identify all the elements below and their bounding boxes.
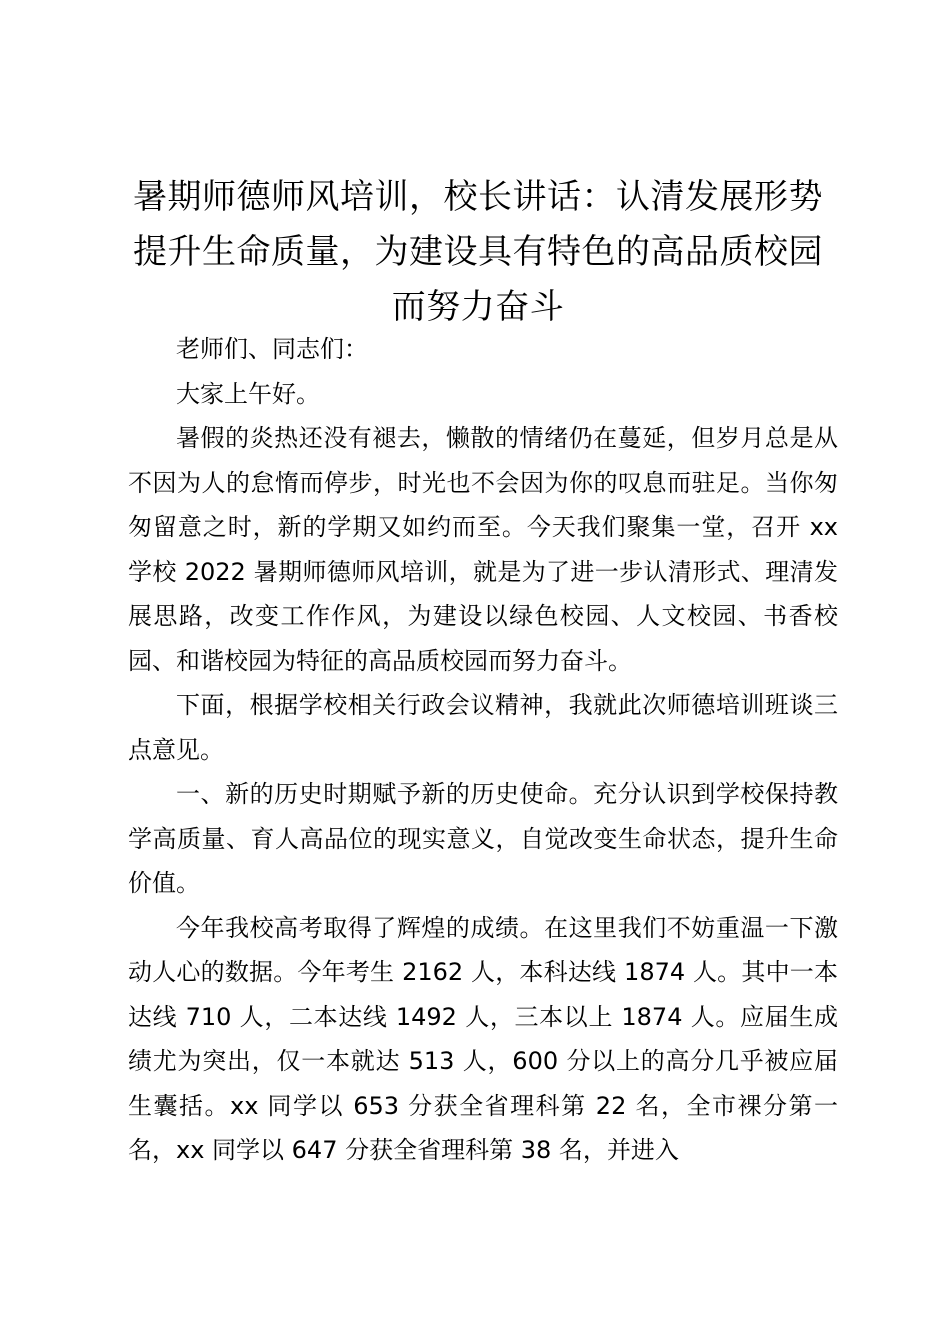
section-one-heading-paragraph: 一、新的历史时期赋予新的历史使命。充分认识到学校保持教学高质量、育人高品位的现实意义，自觉改变生命状态，提升生命价值。 [128, 780, 838, 897]
title-line-3: 而努力奋斗 [391, 287, 565, 327]
document-title [118, 170, 838, 335]
intro-paragraph: 暑假的炎热还没有褪去，懒散的情绪仍在蔓延，但岁月总是从不因为人的怠惰而停步，时光也不会因为你的叹息而驻足。当你匆匆留意之时，新的学期又如约而至。今天我们聚集一堂，召开 xx 学校 2022 暑期师德师风培训，就是为了进一步认清形式、理清发展思路，改变工作作风，为建设以绿色校园、人文校园、书香校园、和谐校园为特征的高品质校园而努力奋斗。 [128, 424, 838, 675]
title-line-2: 提升生命质量，为建设具有特色的高品质校园 [133, 232, 823, 272]
results-paragraph: 今年我校高考取得了辉煌的成绩。在这里我们不妨重温一下激动人心的数据。今年考生 2162 人，本科达线 1874 人。其中一本达线 710 人，二本达线 1492 人，三本以上 1874 人。应届生成绩尤为突出，仅一本就达 513 人，600 分以上的高分几乎被应届生囊括。xx 同学以 653 分获全省理科第 22 名，全市裸分第一名，xx 同学以 647 分获全省理科第 38 名，并进入 [128, 913, 838, 1164]
document-body [128, 327, 838, 1173]
salutation-paragraph: 老师们、同志们： [176, 335, 368, 363]
outline-paragraph: 下面，根据学校相关行政会议精神，我就此次师德培训班谈三点意见。 [128, 691, 838, 764]
greeting-paragraph: 大家上午好。 [176, 379, 320, 408]
title-line-1: 暑期师德师风培训，校长讲话：认清发展形势 [133, 177, 823, 217]
